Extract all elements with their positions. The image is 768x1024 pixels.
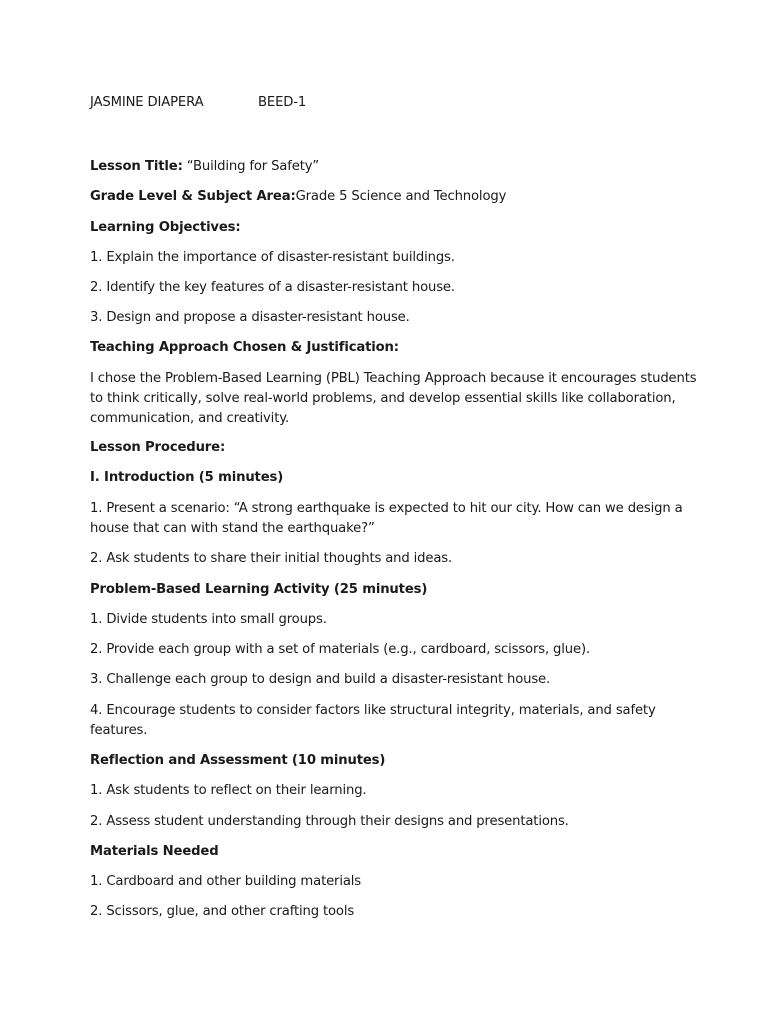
pbl-activity-item-line: 4. Encourage students to consider factors like structural integrity, materials, and safety bbox=[90, 703, 656, 718]
approach-text-line: I chose the Problem-Based Learning (PBL) Teaching Approach because it encourages students bbox=[90, 371, 697, 386]
objectives-heading: Learning Objectives: bbox=[90, 220, 241, 235]
objective-item: 2. Identify the key features of a disaster-resistant house. bbox=[90, 280, 455, 295]
reflection-item: 1. Ask students to reflect on their learning. bbox=[90, 783, 367, 798]
materials-item: 1. Cardboard and other building materials bbox=[90, 874, 361, 889]
pbl-activity-item: 1. Divide students into small groups. bbox=[90, 612, 327, 627]
grade-level-value: Grade 5 Science and Technology bbox=[295, 189, 507, 204]
pbl-activity-item: 3. Challenge each group to design and build a disaster-resistant house. bbox=[90, 672, 551, 687]
introduction-item: 2. Ask students to share their initial thoughts and ideas. bbox=[90, 551, 453, 566]
materials-item: 2. Scissors, glue, and other crafting tools bbox=[90, 904, 355, 919]
reflection-item: 2. Assess student understanding through their designs and presentations. bbox=[90, 814, 569, 829]
approach-text-line: communication, and creativity. bbox=[90, 411, 290, 426]
objective-item: 1. Explain the importance of disaster-resistant buildings. bbox=[90, 250, 455, 265]
grade-level-line bbox=[90, 187, 506, 207]
introduction-item-line: house that can with stand the earthquake?” bbox=[90, 521, 375, 536]
student-name: JASMINE DIAPERA bbox=[90, 95, 204, 110]
pbl-activity-item: 2. Provide each group with a set of materials (e.g., cardboard, scissors, glue). bbox=[90, 642, 590, 657]
grade-level-label: Grade Level & Subject Area: bbox=[90, 189, 296, 204]
lesson-title-label: Lesson Title: bbox=[90, 159, 183, 174]
introduction-heading: I. Introduction (5 minutes) bbox=[90, 470, 284, 485]
pbl-activity-item-line: features. bbox=[90, 723, 148, 738]
lesson-title-line bbox=[90, 157, 319, 177]
lesson-title-value: “Building for Safety” bbox=[182, 159, 320, 174]
introduction-item-line: 1. Present a scenario: “A strong earthquake is expected to hit our city. How can we design a bbox=[90, 501, 683, 516]
procedure-heading: Lesson Procedure: bbox=[90, 440, 226, 455]
materials-heading: Materials Needed bbox=[90, 844, 219, 859]
objective-item: 3. Design and propose a disaster-resistant house. bbox=[90, 310, 410, 325]
reflection-heading: Reflection and Assessment (10 minutes) bbox=[90, 753, 386, 768]
approach-text-line: to think critically, solve real-world problems, and develop essential skills like collaboration, bbox=[90, 391, 676, 406]
approach-heading: Teaching Approach Chosen & Justification: bbox=[90, 340, 399, 355]
pbl-activity-heading: Problem-Based Learning Activity (25 minutes) bbox=[90, 582, 428, 597]
student-section: BEED-1 bbox=[258, 95, 307, 110]
